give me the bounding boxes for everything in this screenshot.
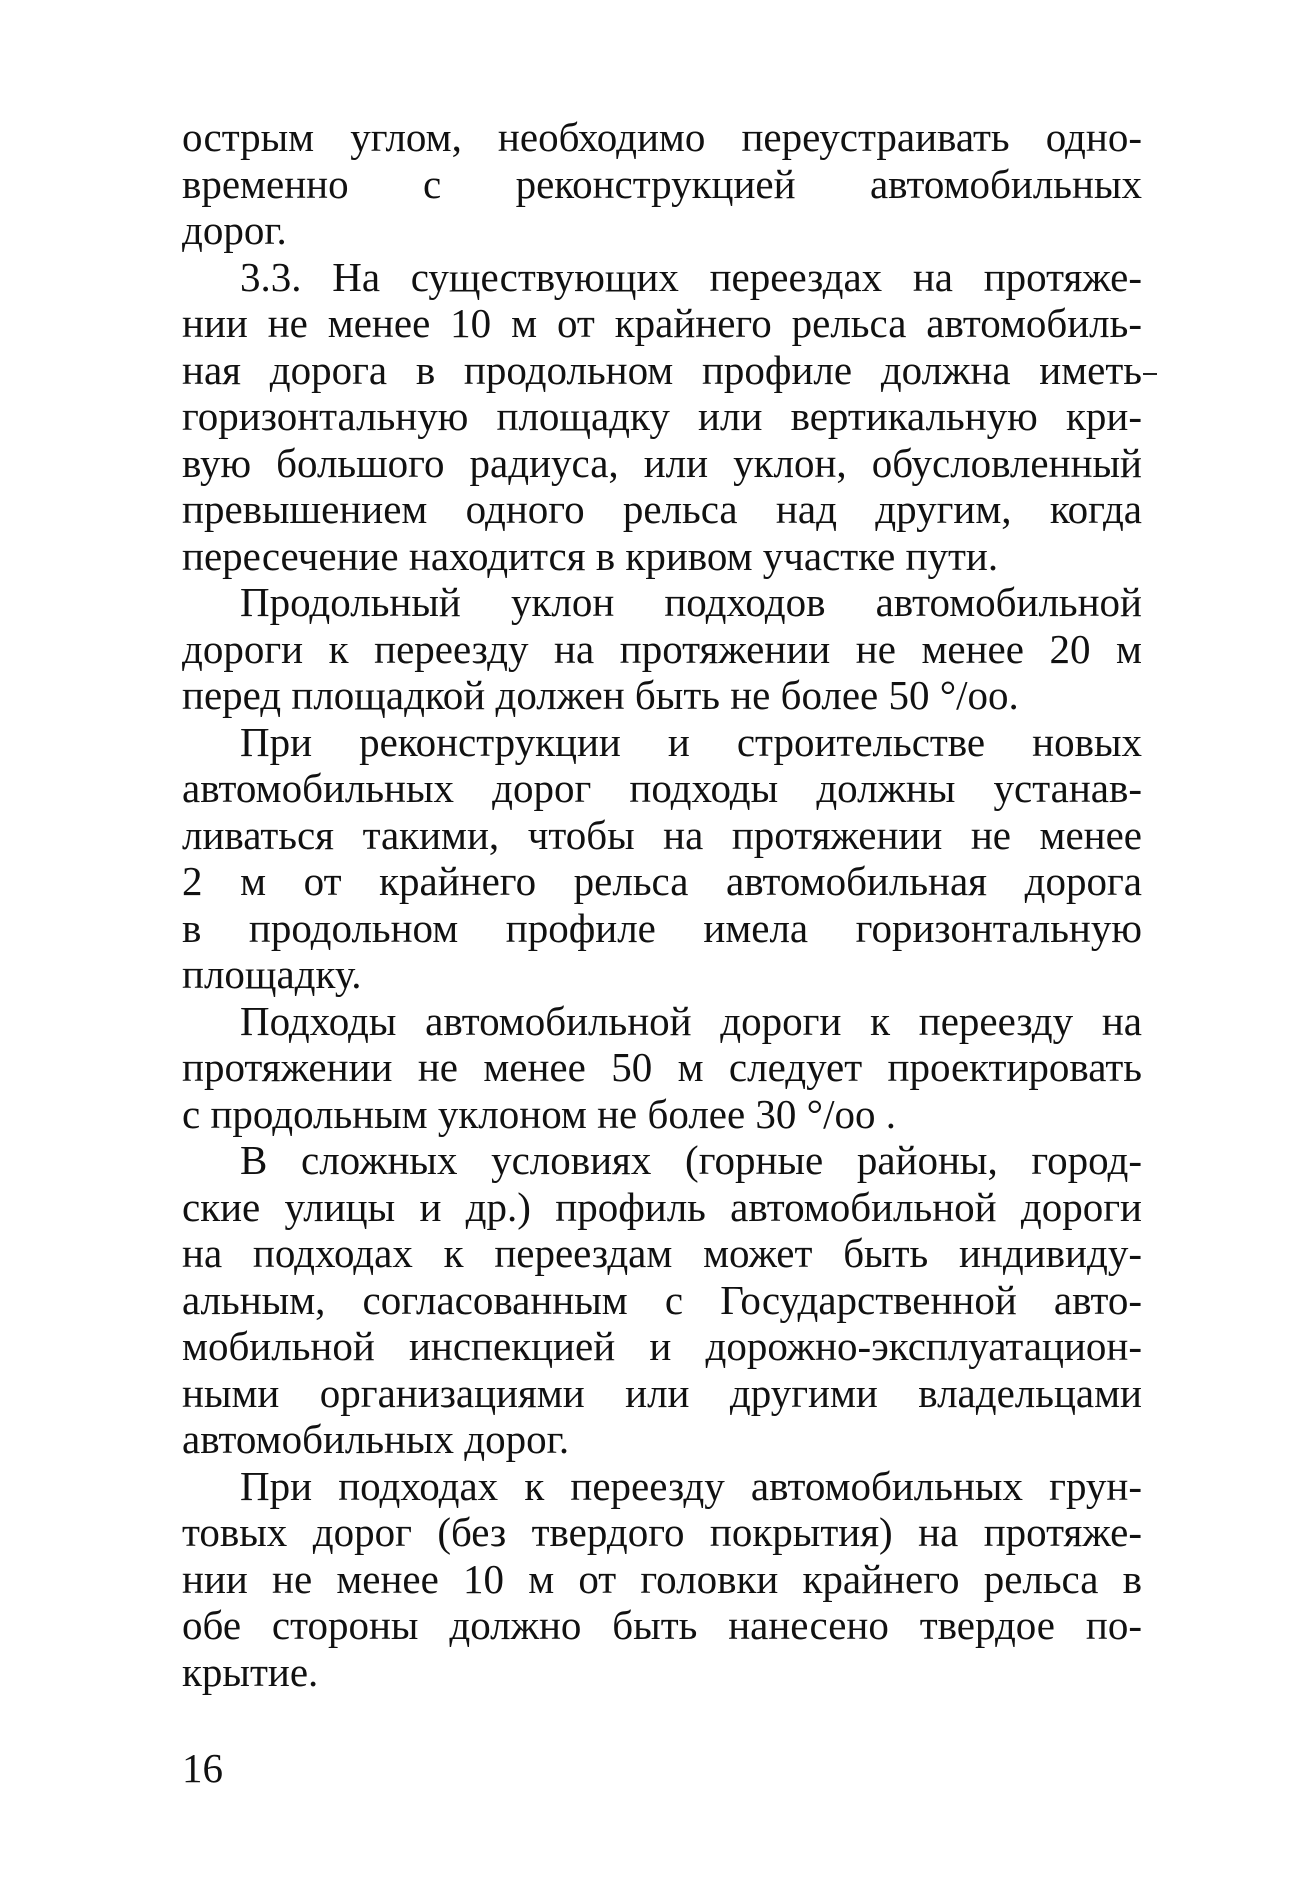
text-line: нии не менее 10 м от крайнего рельса автомобиль- [182,300,1142,346]
margin-mark [1143,373,1157,375]
paragraph-dirt-roads [182,1463,1142,1696]
text-line: ливаться такими, чтобы на протяжении не менее [182,811,1142,858]
text-line: на подходах к переездам может быть индивиду- [182,1230,1142,1276]
text-line: временно с реконструкцией автомобильных [182,160,1142,207]
text-line: пересечение находится в кривом участке пути. [182,532,999,579]
paragraph-slope [182,579,1142,719]
text-line: дороги к переезду на протяжении не менее 20 м [182,625,1142,672]
text-line: с продольным уклоном не более 30 °/оо . [182,1090,896,1137]
text-line: альным, согласованным с Государственной авто- [182,1276,1142,1323]
text-line: дорог. [182,207,287,253]
text-line: Подходы автомобильной дороги к переезду на [240,997,1142,1044]
text-line: крытие. [182,1648,319,1695]
text-line: превышением одного рельса над другим, когда [182,486,1142,532]
paragraph-approaches [182,998,1142,1138]
text-line: ские улицы и др.) профиль автомобильной дороги [182,1183,1142,1230]
page-body [182,114,1142,1695]
text-line: горизонтальную площадку или вертикальную кри- [182,393,1142,439]
text-line: острым углом, необходимо переустраивать одно- [182,114,1142,160]
text-line: вую большого радиуса, или уклон, обусловленный [182,439,1142,486]
text-line: 3.3. На существующих переездах на протяже- [240,253,1142,300]
paragraph-3-3 [182,254,1142,580]
text-line: При реконструкции и строительстве новых [240,718,1142,765]
text-line: перед площадкой должен быть не более 50 °/оо. [182,672,1019,718]
text-line: В сложных условиях (горные районы, город- [240,1137,1142,1183]
text-line: ными организациями или другими владельцами [182,1369,1142,1416]
text-line: нии не менее 10 м от головки крайнего рельса в [182,1555,1142,1602]
text-line: обе стороны должно быть нанесено твердое по- [182,1602,1142,1648]
text-line: 2 м от крайнего рельса автомобильная дорога [182,858,1142,904]
text-line: протяжении не менее 50 м следует проектировать [182,1044,1142,1090]
text-line: автомобильных дорог. [182,1416,570,1462]
text-line: мобильной инспекцией и дорожно-эксплуатацион- [182,1323,1142,1369]
text-line: в продольном профиле имела горизонтальную [182,904,1142,951]
text-line: ная дорога в продольном профиле должна иметь [182,346,1142,393]
text-line: товых дорог (без твердого покрытия) на протяже- [182,1509,1142,1555]
text-line: площадку. [182,951,362,997]
text-line: автомобильных дорог подходы должны устанав- [182,765,1142,811]
paragraph-continuation [182,114,1142,254]
text-line: При подходах к переезду автомобильных грун- [240,1462,1142,1509]
paragraph-difficult-conditions [182,1137,1142,1463]
paragraph-reconstruction [182,719,1142,998]
page-number: 16 [182,1745,223,1791]
text-line: Продольный уклон подходов автомобильной [240,579,1142,625]
